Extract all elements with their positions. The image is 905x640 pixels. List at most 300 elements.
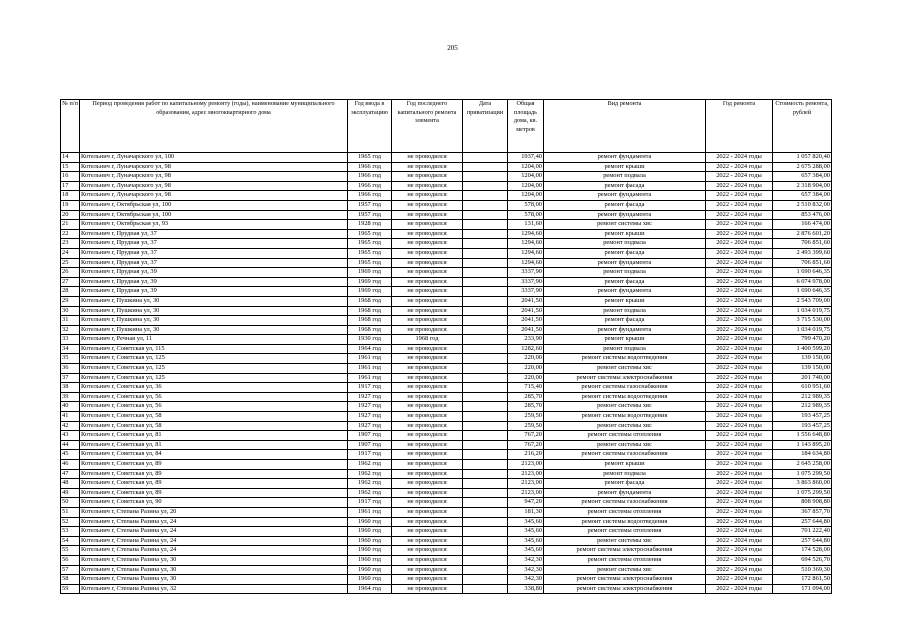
row-repair-type: ремонт подвала [544,172,706,182]
row-address: Котельнич г, Степана Разина ул, 32 [80,584,348,594]
row-number: 54 [61,536,80,546]
row-last-repair: не проводился [392,392,463,402]
row-privatization [463,248,508,258]
row-address: Котельнич г, Прудная ул, 39 [80,277,348,287]
row-last-repair: не проводился [392,546,463,556]
row-repair-period: 2022 - 2024 годы [706,584,773,594]
row-repair-period: 2022 - 2024 годы [706,268,773,278]
row-repair-period: 2022 - 2024 годы [706,200,773,210]
row-address: Котельнич г, Советская ул, 84 [80,450,348,460]
row-address: Котельнич г, Советская ул, 56 [80,402,348,412]
row-address: Котельнич г, Советская ул, 125 [80,373,348,383]
row-repair-period: 2022 - 2024 годы [706,239,773,249]
row-privatization [463,220,508,230]
row-number: 23 [61,239,80,249]
row-number: 36 [61,364,80,374]
row-number: 33 [61,335,80,345]
row-last-repair: не проводился [392,258,463,268]
row-last-repair: не проводился [392,306,463,316]
row-cost: 1 075 299,50 [773,469,832,479]
header-repair-period: Год ремонта [706,100,773,153]
row-address: Котельнич г, Луначарского ул, 98 [80,181,348,191]
row-number: 18 [61,191,80,201]
row-area: 2123,00 [508,488,544,498]
row-cost: 610 951,60 [773,383,832,393]
row-cost: 1 400 599,20 [773,344,832,354]
row-privatization [463,325,508,335]
row-repair-type: ремонт крыши [544,229,706,239]
row-last-repair: не проводился [392,229,463,239]
table-row [61,172,832,182]
row-area: 345,60 [508,527,544,537]
row-privatization [463,181,508,191]
table-row [61,488,832,498]
row-last-repair: не проводился [392,344,463,354]
row-privatization [463,527,508,537]
table-row [61,498,832,508]
row-area: 767,20 [508,440,544,450]
row-area: 220,00 [508,373,544,383]
row-last-repair: не проводился [392,172,463,182]
row-cost: 2 543 709,00 [773,296,832,306]
row-last-repair: не проводился [392,488,463,498]
row-address: Котельнич г, Советская ул, 89 [80,479,348,489]
row-repair-period: 2022 - 2024 годы [706,517,773,527]
row-year-built: 1968 год [348,306,392,316]
table-row [61,220,832,230]
row-area: 1294,60 [508,258,544,268]
row-repair-period: 2022 - 2024 годы [706,479,773,489]
row-number: 25 [61,258,80,268]
row-repair-type: ремонт системы водоотведения [544,517,706,527]
row-year-built: 1930 год [348,335,392,345]
row-repair-type: ремонт системы хвс [544,364,706,374]
table-row [61,306,832,316]
row-cost: 694 526,70 [773,555,832,565]
row-repair-type: ремонт фасада [544,479,706,489]
row-area: 1294,60 [508,248,544,258]
row-number: 50 [61,498,80,508]
row-address: Котельнич г, Речная ул, 11 [80,335,348,345]
row-address: Котельнич г, Прудная ул, 37 [80,258,348,268]
table-row [61,258,832,268]
row-repair-type: ремонт фундамента [544,210,706,220]
row-privatization [463,479,508,489]
row-year-built: 1966 год [348,172,392,182]
row-cost: 367 857,70 [773,507,832,517]
row-area: 220,00 [508,354,544,364]
row-cost: 212 989,35 [773,392,832,402]
row-cost: 1 034 019,75 [773,325,832,335]
row-cost: 212 989,35 [773,402,832,412]
row-privatization [463,469,508,479]
row-cost: 171 094,00 [773,584,832,594]
row-year-built: 1907 год [348,440,392,450]
row-last-repair: не проводился [392,498,463,508]
row-area: 216,20 [508,450,544,460]
row-area: 1204,00 [508,191,544,201]
row-year-built: 1962 год [348,460,392,470]
header-repair-type: Вид ремонта [544,100,706,153]
row-address: Котельнич г, Советская ул, 36 [80,383,348,393]
row-number: 34 [61,344,80,354]
row-area: 1204,00 [508,162,544,172]
row-number: 47 [61,469,80,479]
row-repair-type: ремонт фундамента [544,153,706,163]
table-row [61,277,832,287]
row-area: 1294,60 [508,239,544,249]
row-area: 2123,00 [508,460,544,470]
row-year-built: 1969 год [348,277,392,287]
row-privatization [463,498,508,508]
row-cost: 1 034 019,75 [773,306,832,316]
row-repair-type: ремонт системы хвс [544,220,706,230]
row-number: 28 [61,287,80,297]
row-privatization [463,565,508,575]
row-repair-period: 2022 - 2024 годы [706,296,773,306]
row-privatization [463,536,508,546]
row-number: 56 [61,555,80,565]
row-year-built: 1927 год [348,421,392,431]
row-repair-period: 2022 - 2024 годы [706,392,773,402]
row-last-repair: не проводился [392,162,463,172]
row-address: Котельнич г, Советская ул, 89 [80,488,348,498]
row-number: 42 [61,421,80,431]
row-last-repair: не проводился [392,325,463,335]
table-row [61,565,832,575]
row-cost: 172 861,50 [773,575,832,585]
row-number: 45 [61,450,80,460]
table-row [61,364,832,374]
row-number: 48 [61,479,80,489]
row-area: 285,70 [508,392,544,402]
row-cost: 6 074 978,00 [773,277,832,287]
row-address: Котельнич г, Степана Разина ул, 30 [80,555,348,565]
row-repair-period: 2022 - 2024 годы [706,325,773,335]
row-last-repair: не проводился [392,460,463,470]
header-area: Общая площадь дома, кв. метров [508,100,544,153]
row-cost: 139 150,00 [773,354,832,364]
row-area: 342,30 [508,565,544,575]
row-privatization [463,200,508,210]
row-number: 29 [61,296,80,306]
row-repair-type: ремонт системы водоотведения [544,392,706,402]
table-row [61,296,832,306]
row-cost: 2 318 904,00 [773,181,832,191]
row-repair-period: 2022 - 2024 годы [706,536,773,546]
row-repair-type: ремонт подвала [544,239,706,249]
row-number: 59 [61,584,80,594]
row-number: 55 [61,546,80,556]
table-row [61,507,832,517]
row-year-built: 1960 год [348,575,392,585]
table-row [61,555,832,565]
row-last-repair: не проводился [392,565,463,575]
row-number: 37 [61,373,80,383]
row-area: 1282,60 [508,344,544,354]
row-repair-type: ремонт системы хвс [544,402,706,412]
row-address: Котельнич г, Степана Разина ул, 30 [80,575,348,585]
row-last-repair: не проводился [392,239,463,249]
row-repair-type: ремонт системы водоотведения [544,354,706,364]
header-num: № п/п [61,100,80,153]
row-repair-type: ремонт системы электроснабжения [544,575,706,585]
row-area: 1937,40 [508,153,544,163]
row-area: 345,60 [508,536,544,546]
row-number: 49 [61,488,80,498]
row-address: Котельнич г, Луначарского ул, 98 [80,162,348,172]
row-number: 38 [61,383,80,393]
row-address: Котельнич г, Советская ул, 90 [80,498,348,508]
row-number: 30 [61,306,80,316]
row-privatization [463,507,508,517]
row-year-built: 1965 год [348,248,392,258]
row-address: Котельнич г, Степана Разина ул, 30 [80,565,348,575]
row-repair-type: ремонт системы отопления [544,527,706,537]
row-repair-period: 2022 - 2024 годы [706,191,773,201]
row-area: 3337,90 [508,268,544,278]
row-last-repair: не проводился [392,373,463,383]
row-area: 285,70 [508,402,544,412]
row-repair-period: 2022 - 2024 годы [706,248,773,258]
row-address: Котельнич г, Степана Разина ул, 20 [80,507,348,517]
row-privatization [463,546,508,556]
row-last-repair: не проводился [392,450,463,460]
row-last-repair: не проводился [392,421,463,431]
table-row [61,229,832,239]
row-repair-period: 2022 - 2024 годы [706,488,773,498]
row-privatization [463,239,508,249]
row-privatization [463,172,508,182]
row-address: Котельнич г, Советская ул, 89 [80,469,348,479]
row-number: 51 [61,507,80,517]
row-last-repair: не проводился [392,469,463,479]
row-repair-period: 2022 - 2024 годы [706,229,773,239]
row-number: 14 [61,153,80,163]
row-privatization [463,344,508,354]
row-year-built: 1960 год [348,546,392,556]
row-repair-type: ремонт подвала [544,344,706,354]
row-last-repair: не проводился [392,316,463,326]
row-last-repair: не проводился [392,527,463,537]
row-repair-period: 2022 - 2024 годы [706,527,773,537]
table-row [61,575,832,585]
row-last-repair: не проводился [392,364,463,374]
table-row [61,431,832,441]
row-year-built: 1917 год [348,498,392,508]
row-repair-period: 2022 - 2024 годы [706,431,773,441]
row-year-built: 1965 год [348,153,392,163]
row-cost: 2 876 601,20 [773,229,832,239]
row-area: 2041,50 [508,316,544,326]
row-year-built: 1962 год [348,479,392,489]
row-last-repair: не проводился [392,268,463,278]
row-repair-period: 2022 - 2024 годы [706,344,773,354]
row-repair-period: 2022 - 2024 годы [706,153,773,163]
row-address: Котельнич г, Степана Разина ул, 24 [80,546,348,556]
row-area: 2041,50 [508,325,544,335]
row-last-repair: не проводился [392,536,463,546]
row-cost: 257 644,80 [773,517,832,527]
row-number: 26 [61,268,80,278]
row-repair-period: 2022 - 2024 годы [706,162,773,172]
row-repair-period: 2022 - 2024 годы [706,469,773,479]
row-address: Котельнич г, Октябрьская ул, 100 [80,210,348,220]
row-repair-period: 2022 - 2024 годы [706,555,773,565]
row-year-built: 1961 год [348,373,392,383]
row-number: 39 [61,392,80,402]
table-row [61,354,832,364]
row-area: 1204,00 [508,172,544,182]
row-area: 767,20 [508,431,544,441]
row-repair-type: ремонт фундамента [544,287,706,297]
row-area: 3337,90 [508,277,544,287]
row-area: 181,30 [508,507,544,517]
table-body [61,153,832,594]
row-cost: 701 222,40 [773,527,832,537]
row-privatization [463,402,508,412]
table-row [61,181,832,191]
row-privatization [463,296,508,306]
row-area: 259,50 [508,412,544,422]
row-year-built: 1917 год [348,383,392,393]
row-number: 40 [61,402,80,412]
table-row [61,527,832,537]
row-area: 2123,00 [508,479,544,489]
row-repair-type: ремонт системы отопления [544,555,706,565]
table-row [61,335,832,345]
header-address: Период проведения работ по капитальному ремонту (годы), наименование муниципального образования, адрес многоквартирного дома [80,100,348,153]
row-repair-period: 2022 - 2024 годы [706,460,773,470]
row-repair-period: 2022 - 2024 годы [706,565,773,575]
row-repair-type: ремонт крыши [544,335,706,345]
row-privatization [463,335,508,345]
row-year-built: 1927 год [348,402,392,412]
row-repair-type: ремонт фундамента [544,325,706,335]
row-repair-period: 2022 - 2024 годы [706,546,773,556]
row-number: 19 [61,200,80,210]
row-last-repair: не проводился [392,507,463,517]
row-repair-type: ремонт системы газоснабжения [544,498,706,508]
row-cost: 2 510 832,00 [773,200,832,210]
row-year-built: 1907 год [348,431,392,441]
row-area: 259,50 [508,421,544,431]
row-year-built: 1961 год [348,354,392,364]
row-repair-type: ремонт системы хвс [544,440,706,450]
row-repair-period: 2022 - 2024 годы [706,277,773,287]
table-row [61,412,832,422]
row-number: 24 [61,248,80,258]
row-repair-period: 2022 - 2024 годы [706,364,773,374]
row-number: 21 [61,220,80,230]
row-address: Котельнич г, Пушкина ул, 30 [80,325,348,335]
row-cost: 1 143 895,20 [773,440,832,450]
row-repair-type: ремонт крыши [544,162,706,172]
repair-table [60,99,832,594]
row-privatization [463,460,508,470]
row-privatization [463,431,508,441]
row-address: Котельнич г, Прудная ул, 39 [80,268,348,278]
row-cost: 166 474,00 [773,220,832,230]
page-number: 205 [447,44,458,52]
table-row [61,536,832,546]
row-number: 43 [61,431,80,441]
row-year-built: 1962 год [348,469,392,479]
row-number: 58 [61,575,80,585]
table-row [61,344,832,354]
row-address: Котельнич г, Советская ул, 56 [80,392,348,402]
row-repair-type: ремонт фасада [544,200,706,210]
row-address: Котельнич г, Луначарского ул, 100 [80,153,348,163]
table-row [61,440,832,450]
row-number: 44 [61,440,80,450]
row-last-repair: не проводился [392,210,463,220]
table-row [61,469,832,479]
row-repair-period: 2022 - 2024 годы [706,575,773,585]
row-cost: 2 645 258,00 [773,460,832,470]
row-repair-period: 2022 - 2024 годы [706,421,773,431]
header-cost: Стоимость ремонта, рублей [773,100,832,153]
row-number: 17 [61,181,80,191]
row-repair-period: 2022 - 2024 годы [706,220,773,230]
row-cost: 657 384,00 [773,172,832,182]
row-privatization [463,517,508,527]
table-row [61,402,832,412]
row-privatization [463,191,508,201]
row-last-repair: не проводился [392,181,463,191]
row-cost: 184 634,80 [773,450,832,460]
row-cost: 1 075 299,50 [773,488,832,498]
row-cost: 1 057 820,40 [773,153,832,163]
row-address: Котельнич г, Советская ул, 81 [80,440,348,450]
row-number: 32 [61,325,80,335]
row-year-built: 1960 год [348,536,392,546]
table-row [61,191,832,201]
row-year-built: 1968 год [348,325,392,335]
row-year-built: 1968 год [348,316,392,326]
row-repair-period: 2022 - 2024 годы [706,354,773,364]
row-repair-type: ремонт системы хвс [544,421,706,431]
row-repair-period: 2022 - 2024 годы [706,412,773,422]
row-year-built: 1962 год [348,488,392,498]
row-last-repair: не проводился [392,200,463,210]
row-year-built: 1966 год [348,181,392,191]
row-cost: 510 369,30 [773,565,832,575]
row-repair-type: ремонт подвала [544,306,706,316]
row-repair-period: 2022 - 2024 годы [706,450,773,460]
row-cost: 193 457,25 [773,412,832,422]
row-privatization [463,364,508,374]
row-repair-type: ремонт фасада [544,277,706,287]
row-privatization [463,584,508,594]
row-privatization [463,268,508,278]
row-last-repair: не проводился [392,584,463,594]
row-last-repair: не проводился [392,248,463,258]
row-last-repair: не проводился [392,440,463,450]
row-repair-type: ремонт системы электроснабжения [544,584,706,594]
row-address: Котельнич г, Степана Разина ул, 24 [80,517,348,527]
row-number: 22 [61,229,80,239]
row-repair-type: ремонт системы газоснабжения [544,383,706,393]
row-area: 1204,00 [508,181,544,191]
row-year-built: 1965 год [348,258,392,268]
row-year-built: 1966 год [348,162,392,172]
table-row [61,450,832,460]
row-privatization [463,373,508,383]
header-last-repair: Год последнего капитального ремонта элемента [392,100,463,153]
row-area: 342,30 [508,555,544,565]
row-address: Котельнич г, Луначарского ул, 98 [80,191,348,201]
